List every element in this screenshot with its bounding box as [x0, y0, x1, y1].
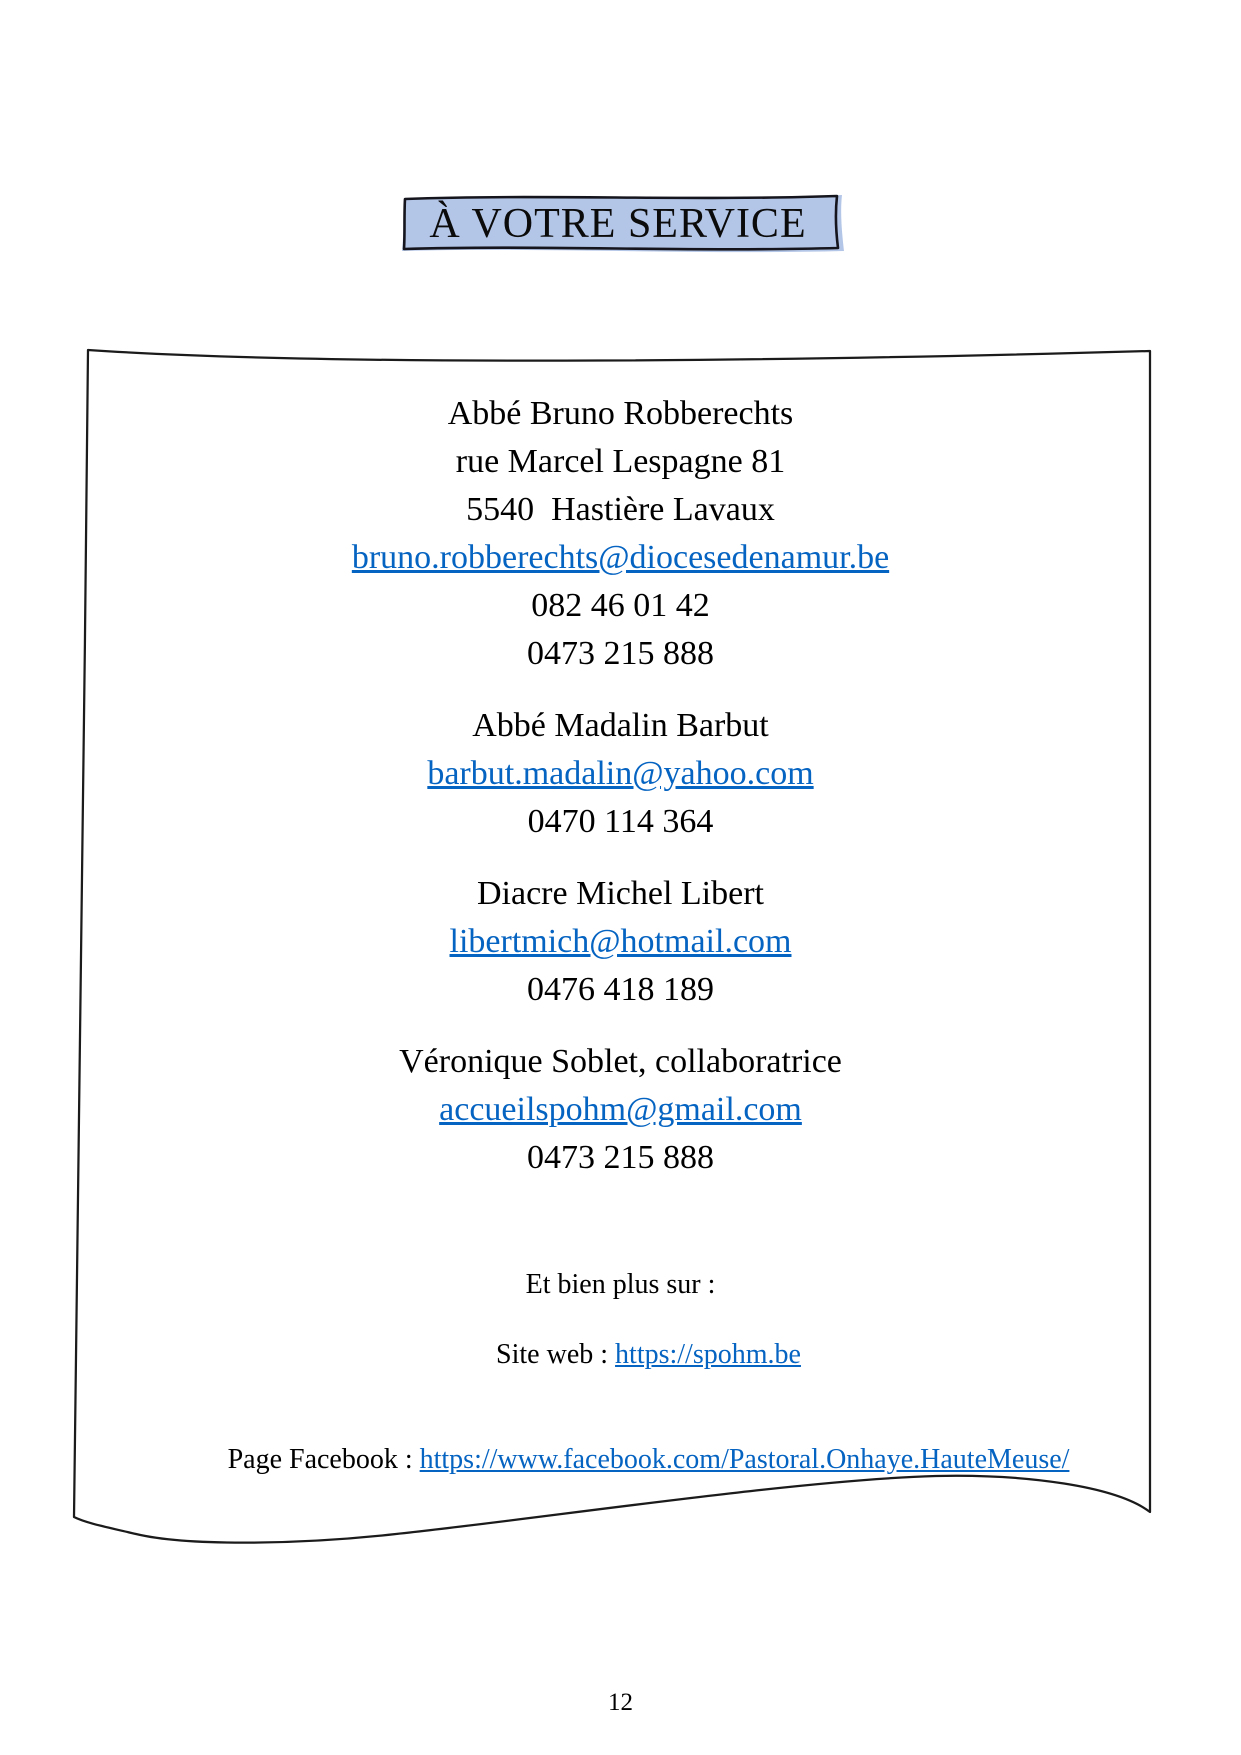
contact-name: Abbé Bruno Robberechts	[447, 395, 794, 432]
site-label: Site web :	[496, 1339, 616, 1370]
email-link[interactable]: bruno.robberechts@diocesedenamur.be	[351, 539, 890, 576]
contact-name: Véronique Soblet, collaboratrice	[399, 1043, 842, 1080]
contact-phone: 082 46 01 42	[531, 587, 710, 624]
contact-block	[0, 390, 1241, 1512]
contact-name: Abbé Madalin Barbut	[472, 707, 769, 744]
more-intro: Et bien plus sur :	[525, 1269, 716, 1300]
contact-section-libert	[0, 870, 1241, 1014]
facebook-link[interactable]: https://www.facebook.com/Pastoral.Onhaye.HauteMeuse/	[419, 1444, 1070, 1475]
service-banner	[396, 189, 848, 257]
contact-section-madalin	[0, 702, 1241, 846]
contact-phone: 0473 215 888	[527, 1139, 714, 1176]
contact-address-line: rue Marcel Lespagne 81	[455, 443, 786, 480]
page-number: 12	[608, 1689, 633, 1716]
more-info-block	[0, 1267, 1241, 1512]
contact-phone: 0470 114 364	[527, 803, 714, 840]
contact-section-soblet	[0, 1038, 1241, 1182]
email-link[interactable]: barbut.madalin@yahoo.com	[427, 755, 814, 792]
contact-phone: 0476 418 189	[527, 971, 714, 1008]
email-link[interactable]: accueilspohm@gmail.com	[439, 1091, 802, 1128]
contact-phone: 0473 215 888	[527, 635, 714, 672]
website-link[interactable]: https://spohm.be	[615, 1339, 801, 1370]
contact-section-bruno	[0, 390, 1241, 678]
contact-name: Diacre Michel Libert	[477, 875, 764, 912]
page-title: À VOTRE SERVICE	[429, 200, 807, 247]
email-link[interactable]: libertmich@hotmail.com	[449, 923, 792, 960]
contact-address-line: 5540 Hastière Lavaux	[466, 491, 775, 528]
facebook-label: Page Facebook :	[227, 1444, 420, 1475]
